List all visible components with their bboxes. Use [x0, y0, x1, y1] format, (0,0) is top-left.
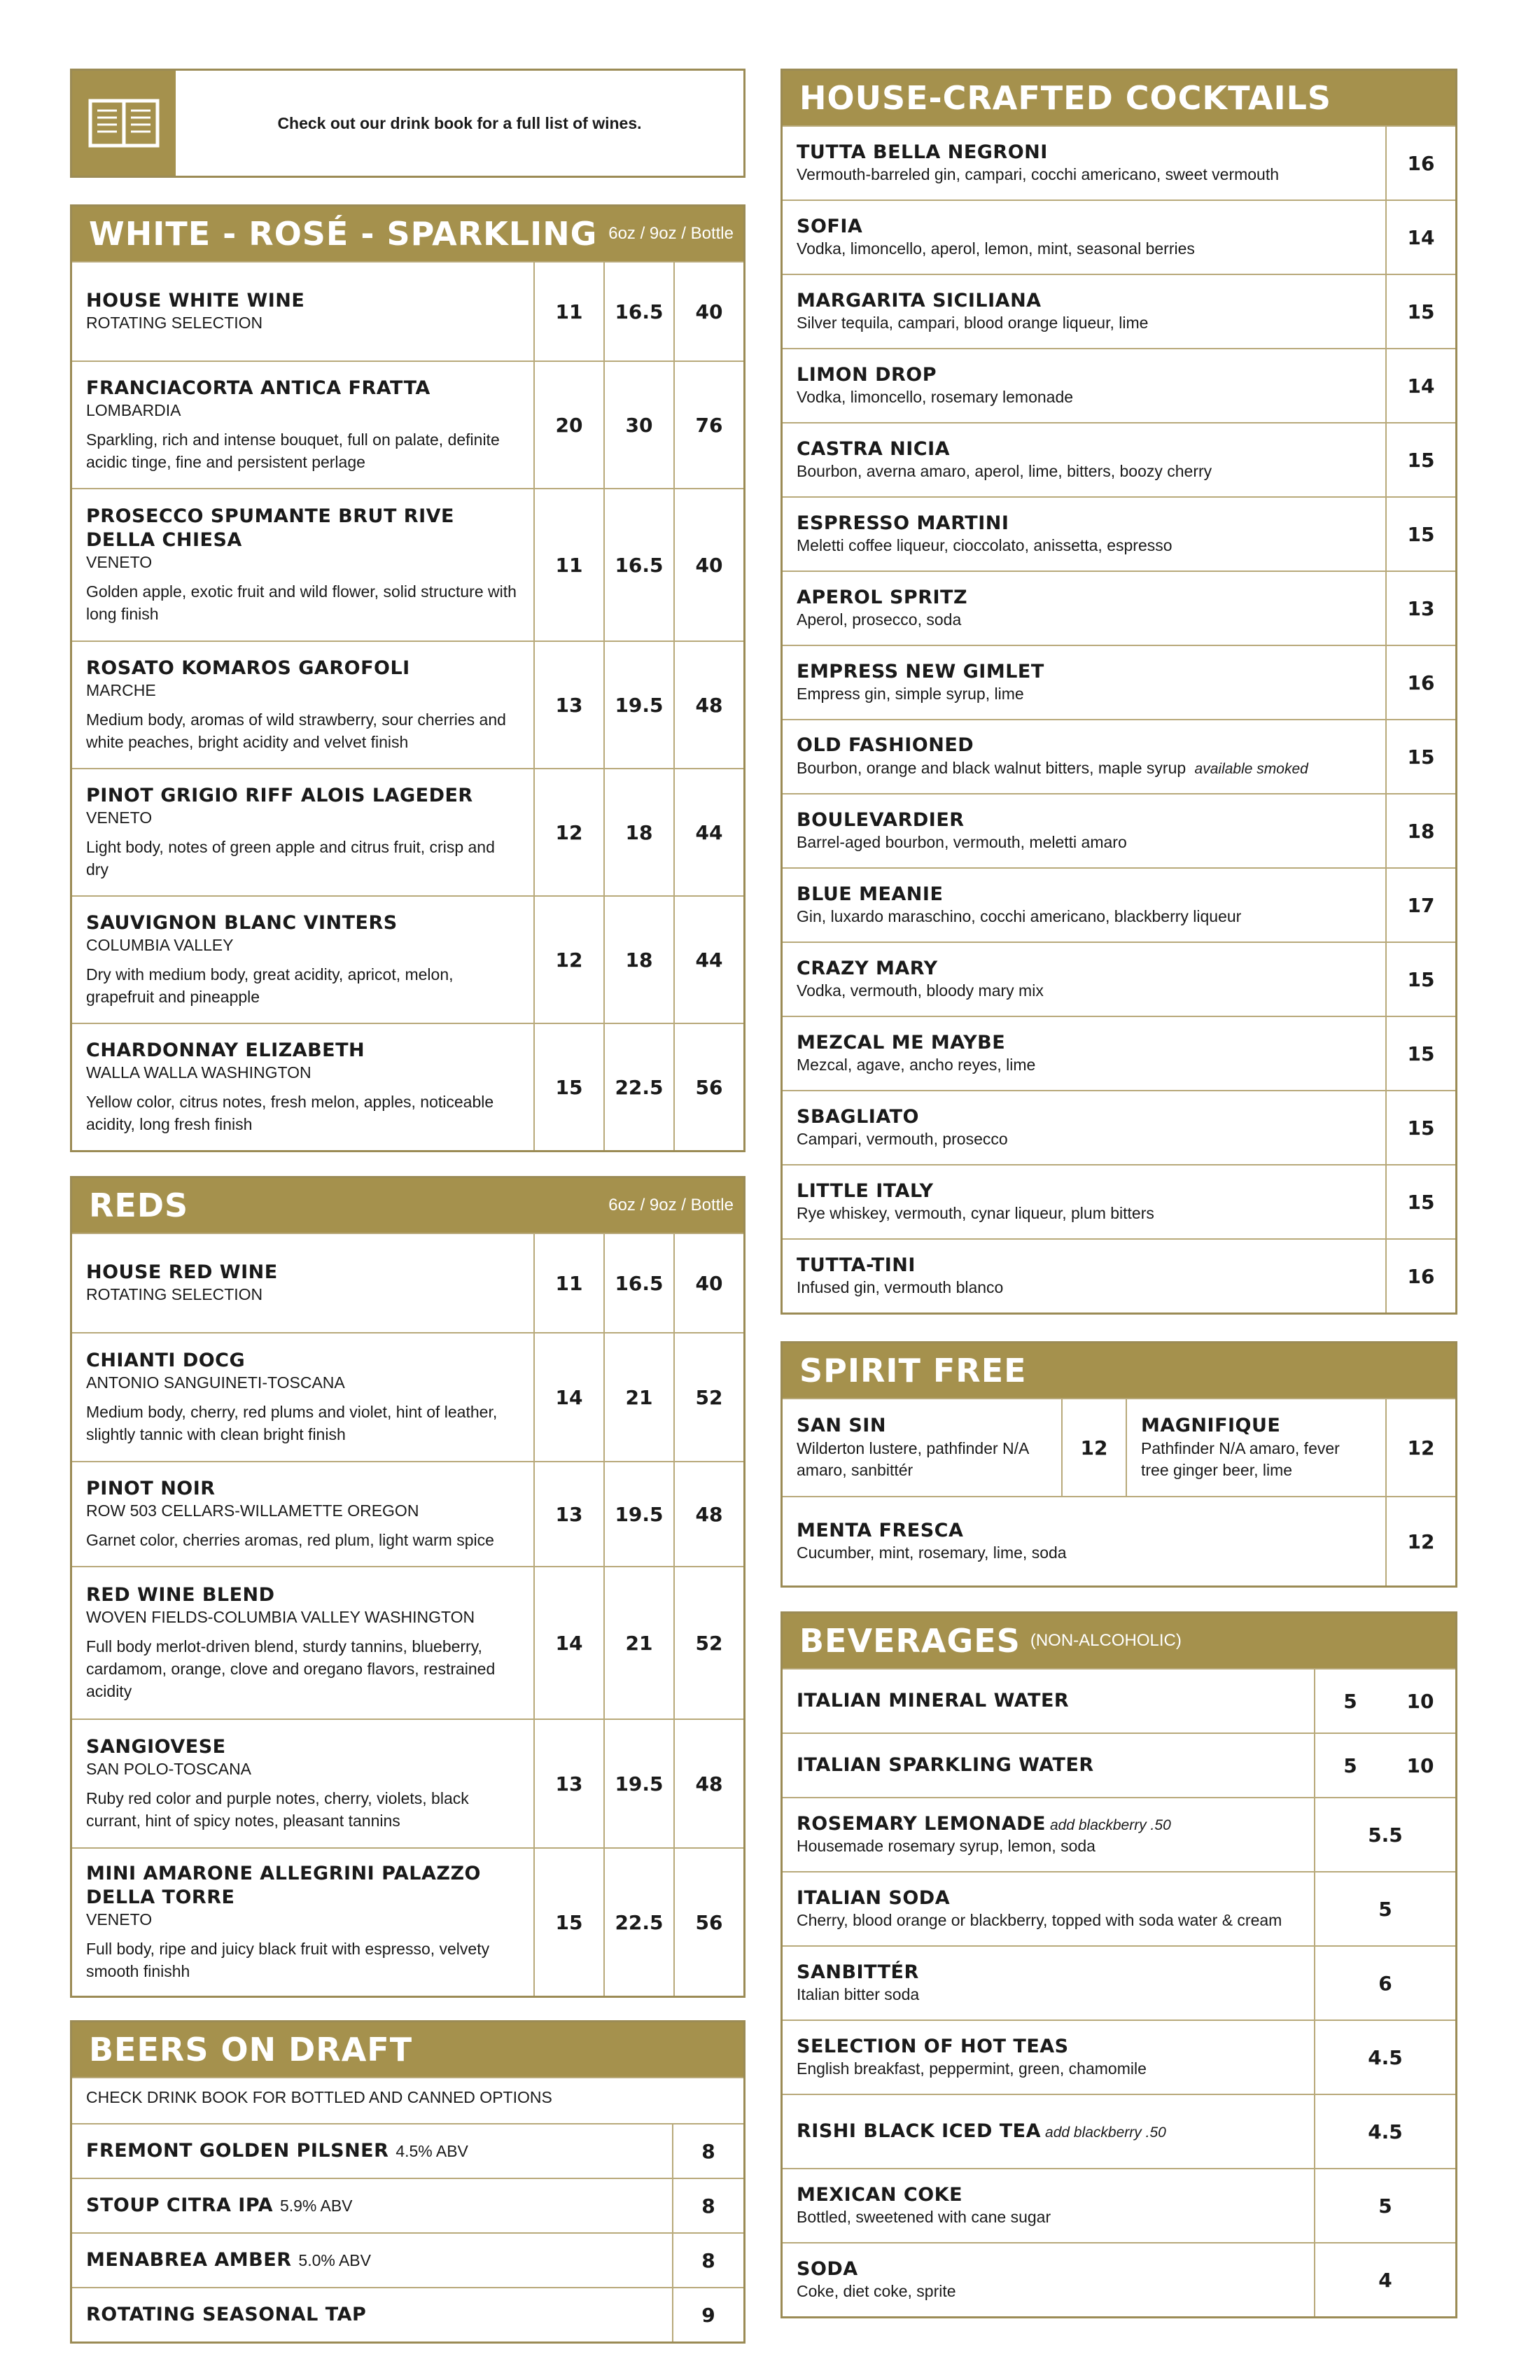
cocktail-desc: Aperol, prosecco, soda [797, 610, 962, 629]
price-bottle: 40 [673, 262, 743, 360]
drink-desc: Pathfinder N/A amaro, fever tree ginger beer, lime [1141, 1438, 1340, 1479]
cocktail-desc: Campari, vermouth, prosecco [797, 1130, 1008, 1149]
cocktail-name: CRAZY MARY [797, 957, 938, 979]
wine-notes: Full body, ripe and juicy black fruit with espresso, velvety smooth finishh [86, 1939, 490, 1980]
cocktail-desc: Vodka, limoncello, rosemary lemonade [797, 388, 1074, 407]
wine-region: COLUMBIA VALLEY [86, 935, 234, 954]
beverage-row [783, 1945, 1455, 2019]
beverage-row [783, 2094, 1455, 2168]
beverages-section [780, 1611, 1457, 2318]
cocktail-row [783, 570, 1455, 645]
beverage-row [783, 2019, 1455, 2094]
cocktail-price: 16 [1385, 127, 1455, 200]
beverage-name: ROSEMARY LEMONADE [797, 1812, 1046, 1835]
beer-price: 8 [672, 2234, 743, 2287]
price-bottle: 52 [673, 1567, 743, 1718]
cocktail-desc: Bourbon, orange and black walnut bitters, maple syrup [797, 759, 1186, 778]
price-bottle: 44 [673, 897, 743, 1023]
cocktail-price: 16 [1385, 1240, 1455, 1312]
beers-header [72, 2022, 743, 2077]
cocktails-header [783, 71, 1455, 125]
beverage-row [783, 2242, 1455, 2316]
cocktail-row [783, 496, 1455, 570]
spirit-free-section [780, 1341, 1457, 1588]
beer-name: ROTATING SEASONAL TAP [86, 2304, 367, 2326]
cocktail-row [783, 941, 1455, 1016]
beverage-desc: Italian bitter soda [797, 1985, 920, 2004]
wine-row [72, 1566, 743, 1718]
wine-row [72, 261, 743, 360]
cocktail-price: 15 [1385, 943, 1455, 1016]
wine-region: WOVEN FIELDS-COLUMBIA VALLEY WASHINGTON [86, 1607, 475, 1626]
price-9oz: 21 [603, 1567, 673, 1718]
price-6oz: 20 [533, 362, 603, 488]
cocktail-price: 14 [1385, 201, 1455, 274]
price-9oz: 18 [603, 897, 673, 1023]
wine-name: CHARDONNAY ELIZABETH [86, 1039, 365, 1061]
cocktail-note: available smoked [1194, 761, 1308, 778]
wine-row [72, 768, 743, 895]
cocktail-price: 15 [1385, 424, 1455, 496]
wine-region: ROW 503 CELLARS-WILLAMETTE OREGON [86, 1501, 419, 1520]
cocktail-desc: Bourbon, averna amaro, aperol, lime, bitters, boozy cherry [797, 462, 1212, 481]
section-title: HOUSE-CRAFTED COCKTAILS [799, 79, 1332, 117]
price-6oz: 15 [533, 1024, 603, 1150]
wine-name: RED WINE BLEND [86, 1583, 275, 1606]
cocktail-row [783, 1090, 1455, 1164]
beverage-price: 4.5 [1314, 2095, 1455, 2168]
beverage-desc: Housemade rosemary syrup, lemon, soda [797, 1837, 1096, 1856]
wine-name: MINI AMARONE ALLEGRINI PALAZZO DELLA TORRE [86, 1863, 482, 1908]
drink-name: ITALIAN SPARKLING WATER [797, 1754, 1094, 1777]
price-9oz: 30 [603, 362, 673, 488]
wine-notes: Golden apple, exotic fruit and wild flower, solid structure with long finish [86, 582, 517, 623]
beer-row [72, 2123, 743, 2178]
wine-notes: Ruby red color and purple notes, cherry, violets, black currant, hint of spicy notes, pleasant tannins [86, 1788, 469, 1830]
beers-section [70, 2020, 746, 2344]
beer-name: MENABREA AMBER [86, 2249, 292, 2272]
cocktail-row [783, 422, 1455, 496]
price-bottle: 56 [673, 1024, 743, 1150]
beer-price: 9 [672, 2288, 743, 2342]
price-bottle: 48 [673, 1462, 743, 1566]
price-6oz: 12 [533, 897, 603, 1023]
cocktail-row [783, 200, 1455, 274]
cocktail-name: LITTLE ITALY [797, 1180, 934, 1202]
wine-notes: Light body, notes of green apple and citrus fruit, crisp and dry [86, 837, 495, 878]
book-icon [72, 71, 176, 176]
cocktail-desc: Silver tequila, campari, blood orange liqueur, lime [797, 314, 1149, 332]
wine-row [72, 488, 743, 640]
cocktail-name: MARGARITA SICILIANA [797, 289, 1042, 312]
drink-book-text: Check out our drink book for a full list of wines. [277, 113, 642, 132]
cocktail-row [783, 645, 1455, 719]
cocktail-desc: Barrel-aged bourbon, vermouth, meletti amaro [797, 833, 1127, 852]
price-bottle: 52 [673, 1334, 743, 1461]
cocktail-name: TUTTA-TINI [797, 1254, 916, 1276]
beverage-price: 5 [1314, 1872, 1455, 1945]
wine-name: PROSECCO SPUMANTE BRUT RIVE DELLA CHIESA [86, 505, 454, 551]
beverage-name: RISHI BLACK ICED TEA [797, 2120, 1042, 2143]
drink-price: 12 [1061, 1399, 1126, 1496]
cocktails-section [780, 69, 1457, 1315]
spirit-free-header [783, 1343, 1455, 1398]
wine-region: ROTATING SELECTION [86, 313, 263, 332]
cocktail-price: 14 [1385, 349, 1455, 422]
cocktail-name: OLD FASHIONED [797, 734, 974, 757]
wine-notes: Dry with medium body, great acidity, apricot, melon, grapefruit and pineapple [86, 965, 454, 1006]
wine-name: PINOT NOIR [86, 1478, 216, 1500]
cocktail-price: 16 [1385, 646, 1455, 719]
beverage-row [783, 2168, 1455, 2242]
beverage-name: ITALIAN SODA [797, 1886, 951, 1909]
beer-price: 8 [672, 2179, 743, 2232]
cocktail-row [783, 348, 1455, 422]
cocktail-name: ESPRESSO MARTINI [797, 512, 1009, 534]
cocktail-row [783, 1238, 1455, 1312]
drink-price: 12 [1385, 1399, 1455, 1496]
beverage-row [783, 1797, 1455, 1871]
wine-region: VENETO [86, 552, 153, 571]
cocktail-desc: Mezcal, agave, ancho reyes, lime [797, 1056, 1036, 1074]
cocktail-name: SOFIA [797, 215, 863, 237]
wine-region: LOMBARDIA [86, 400, 181, 419]
red-wine-header [72, 1178, 743, 1233]
wine-row [72, 1847, 743, 1996]
wine-row [72, 360, 743, 488]
price-large: 10 [1406, 1689, 1434, 1713]
price-6oz: 11 [533, 489, 603, 640]
wine-name: ROSATO KOMAROS GAROFOLI [86, 657, 410, 679]
price-9oz: 16.5 [603, 262, 673, 360]
cocktail-name: SBAGLIATO [797, 1105, 920, 1128]
beverage-price: 4.5 [1314, 2021, 1455, 2094]
pour-sizes: 6oz / 9oz / Bottle [608, 224, 734, 243]
beer-row [72, 2178, 743, 2232]
price-6oz: 13 [533, 1462, 603, 1566]
white-wine-section [70, 204, 746, 1152]
beer-abv: 4.5% ABV [396, 2142, 468, 2161]
beer-price: 8 [672, 2124, 743, 2178]
wine-region: ROTATING SELECTION [86, 1284, 263, 1303]
price-bottle: 76 [673, 362, 743, 488]
wine-region: ANTONIO SANGUINETI-TOSCANA [86, 1373, 345, 1392]
price-6oz: 11 [533, 1234, 603, 1332]
price-6oz: 11 [533, 262, 603, 360]
beverage-price: 4 [1314, 2244, 1455, 2316]
price-large: 10 [1406, 1754, 1434, 1777]
price-9oz: 16.5 [603, 1234, 673, 1332]
section-title: SPIRIT FREE [799, 1352, 1027, 1390]
price-bottle: 48 [673, 642, 743, 768]
cocktail-row [783, 1016, 1455, 1090]
wine-notes: Full body merlot-driven blend, sturdy tannins, blueberry, cardamom, orange, clove and oregano flavors, restrained acidity [86, 1637, 496, 1700]
beer-row [72, 2287, 743, 2342]
beverage-addon: add blackberry .50 [1045, 2124, 1166, 2141]
drink-name: SAN SIN [797, 1415, 886, 1437]
beverage-addon: add blackberry .50 [1049, 1816, 1171, 1833]
cocktail-name: TUTTA BELLA NEGRONI [797, 141, 1048, 163]
wine-region: MARCHE [86, 680, 156, 699]
wine-name: PINOT GRIGIO RIFF ALOIS LAGEDER [86, 784, 473, 806]
cocktail-price: 15 [1385, 275, 1455, 348]
price-9oz: 19.5 [603, 1462, 673, 1566]
price-6oz: 12 [533, 769, 603, 895]
price-bottle: 56 [673, 1849, 743, 1996]
cocktail-row [783, 274, 1455, 348]
wine-name: HOUSE RED WINE [86, 1261, 278, 1284]
water-row [783, 1732, 1455, 1797]
cocktail-desc: Gin, luxardo maraschino, cocchi americano, blackberry liqueur [797, 907, 1242, 926]
cocktail-price: 17 [1385, 869, 1455, 941]
cocktail-desc: Infused gin, vermouth blanco [797, 1278, 1004, 1297]
wine-notes: Yellow color, citrus notes, fresh melon, apples, noticeable acidity, long fresh finish [86, 1092, 494, 1133]
beverage-price: 5 [1314, 2169, 1455, 2242]
cocktail-row [783, 1164, 1455, 1238]
wine-name: FRANCIACORTA ANTICA FRATTA [86, 377, 430, 399]
cocktail-desc: Vodka, vermouth, bloody mary mix [797, 981, 1044, 1000]
cocktail-price: 15 [1385, 720, 1455, 793]
cocktail-name: CASTRA NICIA [797, 438, 951, 460]
wine-row [72, 640, 743, 768]
drink-desc: Wilderton lustere, pathfinder N/A amaro, sanbittér [797, 1438, 1029, 1479]
cocktail-row [783, 719, 1455, 793]
price-6oz: 14 [533, 1567, 603, 1718]
beer-name: FREMONT GOLDEN PILSNER [86, 2140, 389, 2162]
section-subtitle: (NON-ALCOHOLIC) [1030, 1631, 1182, 1650]
wine-name: HOUSE WHITE WINE [86, 290, 305, 312]
wine-notes: Medium body, aromas of wild strawberry, sour cherries and white peaches, bright acidity and velvet finish [86, 710, 506, 751]
section-title: BEERS ON DRAFT [89, 2031, 413, 2068]
beverages-header [783, 1614, 1455, 1668]
wine-row [72, 1461, 743, 1566]
cocktail-price: 15 [1385, 1166, 1455, 1238]
price-bottle: 44 [673, 769, 743, 895]
beverage-desc: English breakfast, peppermint, green, chamomile [797, 2059, 1147, 2078]
cocktail-desc: Meletti coffee liqueur, cioccolato, anissetta, espresso [797, 536, 1172, 555]
price-small: 5 [1314, 1734, 1385, 1797]
pour-sizes: 6oz / 9oz / Bottle [608, 1196, 734, 1214]
beverage-name: SANBITTÉR [797, 1961, 919, 1983]
wine-name: SANGIOVESE [86, 1735, 226, 1758]
beer-abv: 5.0% ABV [298, 2251, 371, 2270]
cocktail-name: EMPRESS NEW GIMLET [797, 660, 1044, 682]
drink-desc: Cucumber, mint, rosemary, lime, soda [797, 1544, 1067, 1562]
wine-region: VENETO [86, 1910, 153, 1928]
cocktail-name: BOULEVARDIER [797, 808, 965, 831]
drink-name: ITALIAN MINERAL WATER [797, 1690, 1070, 1712]
price-9oz: 16.5 [603, 489, 673, 640]
wine-notes: Garnet color, cherries aromas, red plum, light warm spice [86, 1530, 494, 1549]
price-6oz: 14 [533, 1334, 603, 1461]
cocktail-desc: Empress gin, simple syrup, lime [797, 685, 1024, 704]
beer-row [72, 2232, 743, 2287]
wine-name: CHIANTI DOCG [86, 1349, 246, 1371]
cocktail-name: LIMON DROP [797, 363, 937, 386]
price-6oz: 15 [533, 1849, 603, 1996]
cocktail-row [783, 793, 1455, 867]
wine-row [72, 1718, 743, 1847]
price-9oz: 22.5 [603, 1024, 673, 1150]
cocktail-price: 15 [1385, 1091, 1455, 1164]
cocktail-row [783, 867, 1455, 941]
section-title: REDS [89, 1186, 189, 1224]
wine-row [72, 1233, 743, 1332]
spirit-free-row [783, 1496, 1455, 1586]
red-wine-section [70, 1176, 746, 1998]
water-row [783, 1668, 1455, 1732]
price-bottle: 40 [673, 1234, 743, 1332]
price-small: 5 [1314, 1670, 1385, 1732]
wine-row [72, 895, 743, 1023]
wine-region: SAN POLO-TOSCANA [86, 1759, 252, 1778]
beverage-desc: Coke, diet coke, sprite [797, 2282, 956, 2301]
wine-name: SAUVIGNON BLANC VINTERS [86, 911, 398, 934]
wine-row [72, 1332, 743, 1461]
beverage-name: SELECTION OF HOT TEAS [797, 2035, 1069, 2057]
price-9oz: 22.5 [603, 1849, 673, 1996]
cocktail-price: 13 [1385, 572, 1455, 645]
beverage-name: MEXICAN COKE [797, 2183, 963, 2206]
price-9oz: 18 [603, 769, 673, 895]
beers-note: CHECK DRINK BOOK FOR BOTTLED AND CANNED OPTIONS [72, 2077, 743, 2123]
cocktail-price: 15 [1385, 1017, 1455, 1090]
beer-name: STOUP CITRA IPA [86, 2194, 274, 2217]
price-6oz: 13 [533, 1720, 603, 1847]
wine-notes: Medium body, cherry, red plums and violet, hint of leather, slightly tannic with clean bright finish [86, 1402, 498, 1443]
wine-region: WALLA WALLA WASHINGTON [86, 1063, 312, 1082]
drink-name: MENTA FRESCA [797, 1519, 964, 1541]
beverage-name: SODA [797, 2258, 858, 2280]
price-6oz: 13 [533, 642, 603, 768]
cocktail-desc: Vodka, limoncello, aperol, lemon, mint, seasonal berries [797, 239, 1195, 258]
beverage-row [783, 1871, 1455, 1945]
cocktail-name: APEROL SPRITZ [797, 586, 968, 608]
section-title: BEVERAGES [799, 1622, 1021, 1660]
cocktail-name: MEZCAL ME MAYBE [797, 1031, 1006, 1054]
beverage-price: 6 [1314, 1947, 1455, 2019]
wine-notes: Sparkling, rich and intense bouquet, full on palate, definite acidic tinge, fine and persistent perlage [86, 430, 500, 471]
spirit-free-row [783, 1398, 1455, 1496]
beverage-price: 5.5 [1314, 1798, 1455, 1871]
price-9oz: 21 [603, 1334, 673, 1461]
price-bottle: 40 [673, 489, 743, 640]
drink-price: 12 [1385, 1497, 1455, 1586]
cocktail-desc: Rye whiskey, vermouth, cynar liqueur, plum bitters [797, 1204, 1154, 1223]
beverage-desc: Bottled, sweetened with cane sugar [797, 2208, 1051, 2227]
beverage-desc: Cherry, blood orange or blackberry, topped with soda water & cream [797, 1911, 1282, 1930]
cocktail-price: 18 [1385, 794, 1455, 867]
cocktail-price: 15 [1385, 498, 1455, 570]
drink-name: MAGNIFIQUE [1141, 1415, 1281, 1437]
price-9oz: 19.5 [603, 642, 673, 768]
cocktail-name: BLUE MEANIE [797, 883, 944, 905]
section-title: WHITE - ROSÉ - SPARKLING [89, 215, 598, 253]
cocktail-desc: Vermouth-barreled gin, campari, cocchi americano, sweet vermouth [797, 165, 1280, 184]
wine-region: VENETO [86, 808, 153, 827]
cocktail-row [783, 125, 1455, 200]
wine-row [72, 1023, 743, 1150]
drink-book-banner [70, 69, 746, 178]
price-9oz: 19.5 [603, 1720, 673, 1847]
white-wine-header [72, 206, 743, 261]
price-bottle: 48 [673, 1720, 743, 1847]
beer-abv: 5.9% ABV [279, 2197, 353, 2216]
